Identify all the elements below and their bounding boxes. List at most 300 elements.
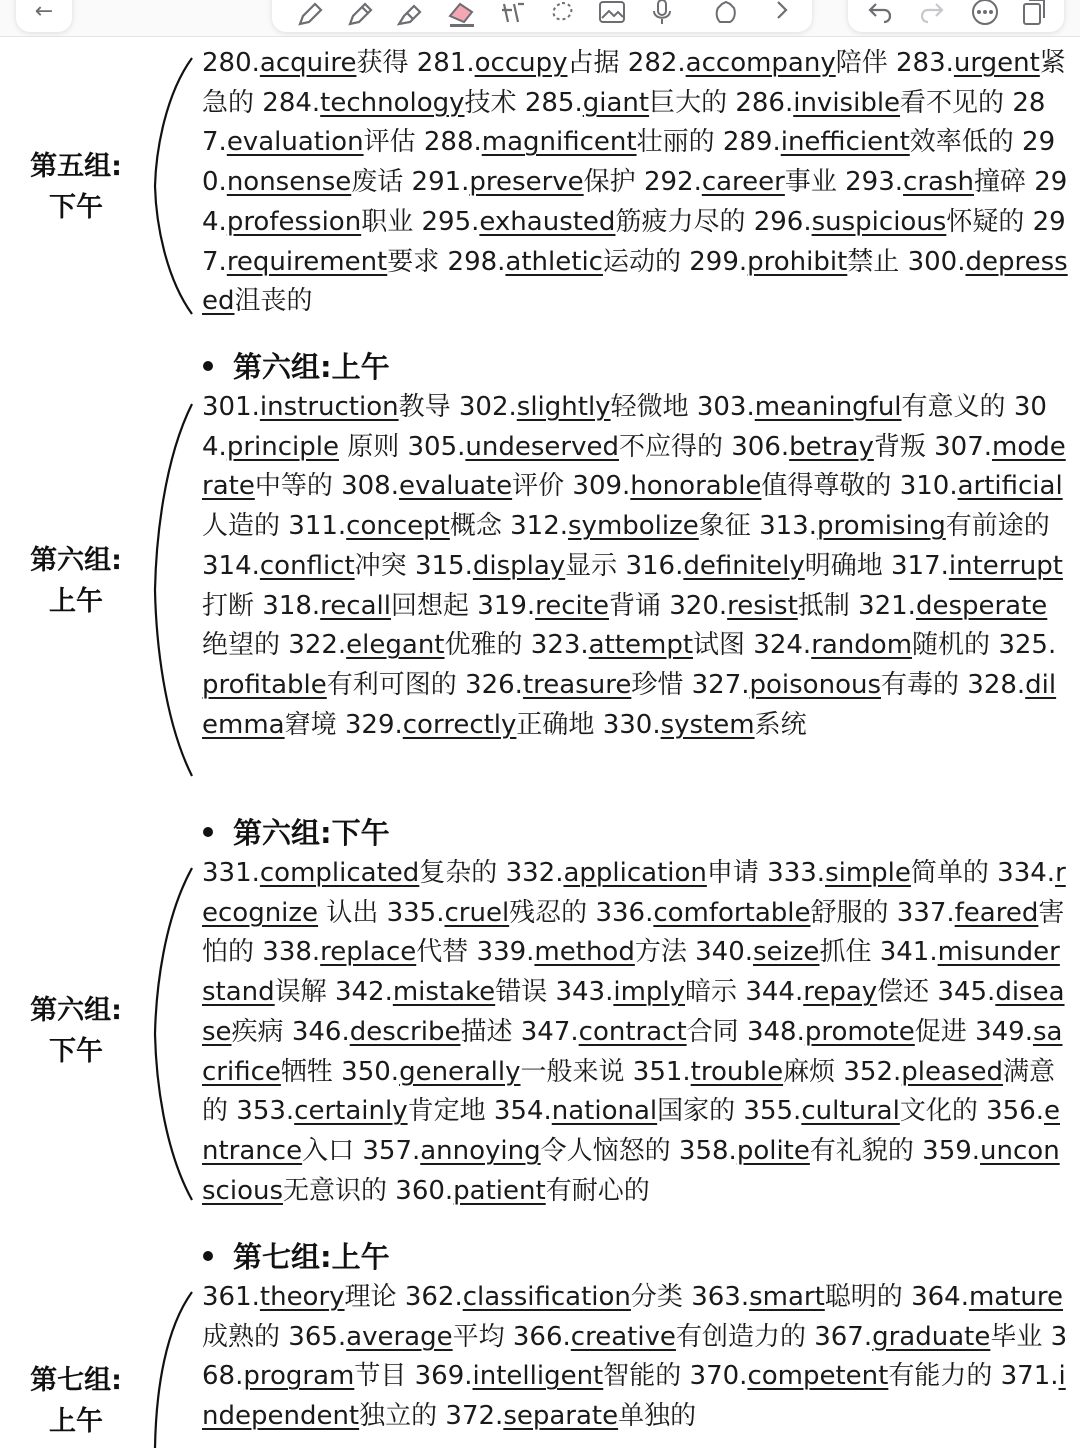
pen-icon[interactable] (296, 2, 324, 26)
english-word: interrupt (948, 550, 1063, 581)
entry-number: 340. (695, 937, 754, 968)
entry-number: 355. (743, 1096, 802, 1127)
undo-icon[interactable] (866, 0, 894, 24)
english-word: intelligent (472, 1361, 604, 1392)
entry-number: 282. (627, 48, 686, 78)
vocab-entry (415, 551, 617, 581)
chinese-meaning: 理论 (344, 1282, 397, 1312)
entry-number: 301. (202, 392, 260, 422)
english-word: nonsense (226, 167, 352, 198)
english-word: graduate (872, 1321, 991, 1352)
vocab-entry (288, 630, 522, 660)
vocab-entry (465, 670, 683, 700)
entry-number: 289. (722, 127, 781, 158)
entry-number: 369. (414, 1361, 473, 1392)
entry-number: 295. (421, 206, 480, 237)
hand-icon[interactable] (712, 0, 740, 24)
english-word: method (534, 937, 635, 968)
group-label: 第六组: 上午 (30, 545, 122, 617)
chinese-meaning: 文化的 (899, 1096, 978, 1127)
english-word: pleased (901, 1056, 1003, 1087)
entry-number: 337. (896, 897, 955, 928)
entry-number: 339. (476, 937, 535, 968)
entry-number: 348. (746, 1016, 805, 1047)
entry-number: 323. (530, 630, 589, 661)
english-word: application (563, 858, 707, 888)
entry-number: 281. (416, 48, 475, 78)
entry-number: 308. (341, 471, 399, 502)
english-word: magnificent (481, 127, 637, 158)
entry-number: 303. (696, 392, 755, 422)
chinese-meaning: 职业 (361, 206, 414, 237)
entry-number: 351. (632, 1056, 691, 1087)
english-word: competent (747, 1361, 889, 1392)
english-word: technology (320, 87, 465, 118)
english-word: slightly (516, 392, 611, 422)
entry-number: 363. (691, 1282, 750, 1312)
entry-number: 331. (202, 858, 260, 888)
entry-number: 313. (759, 511, 817, 542)
english-word: cultural (801, 1096, 900, 1127)
chinese-meaning: 禁止 (847, 246, 900, 277)
entry-number: 307. (934, 431, 992, 462)
chinese-meaning: 回想起 (390, 590, 469, 621)
entry-number: 318. (262, 590, 321, 621)
chinese-meaning: 无意识的 (283, 1175, 388, 1206)
chinese-meaning: 舒服的 (810, 897, 889, 928)
english-word: artificial (957, 471, 1063, 502)
entry-number: 292. (643, 167, 702, 198)
vocab-entry (445, 1401, 696, 1431)
entry-number: 329. (344, 709, 403, 740)
chinese-meaning: 一般来说 (520, 1056, 625, 1087)
chinese-meaning: 窘境 (284, 709, 337, 740)
word-list (202, 388, 1070, 745)
english-word: treasure (522, 669, 632, 700)
vocab-entry (288, 511, 502, 541)
chinese-meaning: 促进 (914, 1016, 967, 1047)
chinese-meaning: 概念 (449, 511, 502, 542)
vocab-entry (689, 247, 899, 277)
vocab-entry (477, 591, 661, 621)
english-word: occupy (474, 48, 568, 78)
vocab-entry (236, 1096, 485, 1126)
chinese-meaning: 国家的 (657, 1096, 736, 1127)
vocab-entry (494, 1096, 735, 1126)
vocab-entry (288, 1322, 504, 1352)
english-word: moderate (202, 431, 1066, 502)
english-word: entrance (202, 1096, 1060, 1166)
vocab-entry (412, 167, 636, 197)
entry-number: 356. (986, 1096, 1044, 1127)
right-tools (848, 0, 1064, 32)
vocab-entry (692, 670, 959, 700)
chinese-meaning: 疾病 (231, 1016, 284, 1047)
english-word: acquire (259, 48, 357, 78)
english-word: average (346, 1321, 453, 1352)
english-word: generally (399, 1056, 521, 1087)
vocab-entry (395, 1176, 649, 1206)
chinese-meaning: 智能的 (603, 1361, 682, 1392)
chinese-meaning: 随机的 (912, 630, 991, 661)
entry-number: 302. (458, 392, 517, 422)
section-heading: 第六组:上午 (203, 347, 390, 387)
entry-number: 296. (753, 206, 812, 237)
chinese-meaning: 有利可图的 (326, 669, 457, 700)
chinese-meaning: 平均 (452, 1321, 505, 1352)
chinese-meaning: 有前途的 (945, 511, 1050, 542)
vocab-entry (202, 1282, 397, 1312)
entry-number: 317. (891, 550, 949, 581)
chinese-meaning: 抵制 (797, 590, 850, 621)
redo-icon[interactable] (918, 0, 946, 24)
entry-number: 316. (625, 550, 684, 581)
chinese-meaning: 麻烦 (783, 1056, 836, 1087)
entry-number: 341. (879, 937, 938, 968)
english-word: seize (753, 937, 820, 968)
chinese-meaning: 误解 (274, 977, 327, 1008)
vocab-entry (521, 1017, 739, 1047)
english-word: dilemma (202, 669, 1057, 740)
english-word: preserve (469, 167, 584, 198)
entry-number: 366. (512, 1321, 571, 1352)
english-word: prohibit (747, 246, 848, 277)
vocab-entry (341, 1057, 624, 1087)
vocab-entry (202, 392, 451, 422)
chinese-meaning: 代替 (416, 937, 469, 968)
chinese-meaning: 有耐心的 (545, 1175, 650, 1206)
vocab-entry (448, 247, 681, 277)
english-word: polite (736, 1135, 810, 1166)
entry-number: 325. (998, 630, 1057, 661)
chinese-meaning: 成熟的 (202, 1321, 281, 1352)
english-word: comfortable (653, 897, 811, 928)
entry-number: 350. (341, 1056, 400, 1087)
chinese-meaning: 原则 (338, 431, 400, 462)
entry-number: 367. (814, 1321, 873, 1352)
english-word: undeserved (465, 431, 619, 462)
vocab-entry (531, 630, 745, 660)
english-word: disease (202, 977, 1065, 1047)
vocab-entry (743, 1096, 977, 1126)
entry-number: 354. (493, 1096, 552, 1127)
english-word: profitable (202, 669, 327, 700)
chinese-meaning: 象征 (698, 511, 751, 542)
chinese-meaning: 简单的 (910, 858, 989, 888)
chinese-meaning: 效率低的 (909, 127, 1014, 158)
group-label: 第六组: 下午 (30, 995, 122, 1067)
chinese-meaning: 评估 (363, 127, 416, 158)
tool-palette (272, 0, 812, 32)
vocab-entry (603, 710, 807, 740)
back-button[interactable] (16, 0, 72, 32)
english-word: resist (727, 590, 798, 621)
word-list (202, 1278, 1070, 1437)
chinese-meaning: 残忍的 (509, 897, 588, 928)
vocab-entry (262, 88, 516, 118)
vocab-entry (633, 1057, 835, 1087)
chinese-meaning: 复杂的 (419, 858, 498, 888)
chinese-meaning: 有意义的 (901, 392, 1006, 422)
english-word: desperate (915, 590, 1048, 621)
bullet-icon (203, 1251, 213, 1261)
vocab-entry (405, 1282, 683, 1312)
english-word: conflict (259, 550, 355, 581)
chinese-meaning: 入口 (302, 1135, 355, 1166)
chinese-meaning: 轻微地 (610, 392, 689, 422)
chinese-meaning: 背叛 (873, 431, 926, 462)
entry-number: 357. (362, 1135, 421, 1166)
chinese-meaning: 害怕的 (202, 897, 1065, 968)
english-word: urgent (953, 48, 1040, 78)
entry-number: 322. (288, 630, 347, 661)
chinese-meaning: 巨大的 (649, 87, 728, 118)
chinese-meaning: 值得尊敬的 (761, 471, 892, 502)
vocab-entry (335, 977, 547, 1007)
entry-number: 310. (899, 471, 958, 502)
english-word: promote (804, 1016, 915, 1047)
chinese-meaning: 人造的 (202, 511, 281, 542)
vocab-entry (555, 977, 737, 1007)
chinese-meaning: 要求 (387, 246, 440, 277)
entry-number: 353. (236, 1096, 295, 1127)
chinese-meaning: 撞碎 (973, 167, 1026, 198)
chinese-meaning: 壮丽的 (636, 127, 715, 158)
entry-number: 320. (669, 590, 728, 621)
chinese-meaning: 背诵 (608, 590, 661, 621)
chinese-meaning: 沮丧的 (234, 286, 313, 317)
english-word: describe (349, 1016, 461, 1047)
entry-number: 352. (843, 1056, 902, 1087)
entry-number: 287. (202, 87, 1046, 158)
chinese-meaning: 怀疑的 (946, 206, 1025, 237)
entry-number: 326. (465, 669, 523, 700)
vocab-entry (691, 1282, 903, 1312)
vocab-entry (415, 1361, 682, 1391)
entry-number: 365. (288, 1321, 347, 1352)
entry-number: 368. (202, 1321, 1068, 1392)
bullet-icon (203, 361, 213, 371)
english-word: depressed (202, 246, 1068, 317)
chevron-right-icon[interactable] (768, 0, 796, 22)
section-heading: 第六组:下午 (203, 813, 390, 853)
brace (148, 864, 198, 1204)
entry-number: 335. (386, 897, 445, 928)
entry-number: 362. (404, 1282, 463, 1312)
english-word: accompany (685, 48, 836, 78)
chinese-meaning: 有礼貌的 (809, 1135, 914, 1166)
lasso-icon[interactable] (548, 0, 576, 24)
english-word: imply (613, 977, 686, 1008)
section-heading: 第七组:上午 (203, 1237, 390, 1277)
english-word: patient (453, 1175, 546, 1206)
english-word: invisible (793, 87, 901, 118)
pages-icon[interactable] (1020, 0, 1048, 22)
vocab-entry (695, 937, 871, 967)
chinese-meaning: 正确地 (516, 709, 595, 740)
english-word: correctly (402, 709, 517, 740)
chinese-meaning: 有毒的 (881, 669, 960, 700)
marker-icon[interactable] (396, 2, 424, 26)
english-word: requirement (226, 246, 388, 277)
entry-number: 284. (262, 87, 321, 118)
chinese-meaning: 肯定地 (407, 1096, 486, 1127)
english-word: certainly (294, 1096, 408, 1127)
entry-number: 294. (202, 167, 1068, 237)
entry-number: 371. (1000, 1361, 1059, 1392)
chinese-meaning: 评价 (512, 471, 565, 502)
chinese-meaning: 偿还 (877, 977, 930, 1008)
english-word: theory (259, 1282, 345, 1312)
chinese-meaning: 珍惜 (631, 669, 684, 700)
vocab-entry (202, 858, 497, 888)
brace (148, 54, 198, 318)
chinese-meaning: 分类 (630, 1282, 683, 1312)
chinese-meaning: 方法 (634, 937, 687, 968)
entry-number: 370. (689, 1361, 748, 1392)
chinese-meaning: 中等的 (254, 471, 333, 502)
entry-number: 311. (288, 511, 347, 542)
chinese-meaning: 废话 (351, 167, 404, 198)
vocab-entry (747, 1017, 967, 1047)
english-word: evaluation (226, 127, 364, 158)
microphone-icon[interactable] (648, 0, 676, 24)
toolbar (0, 0, 1080, 37)
english-word: system (660, 709, 755, 740)
brace (148, 1288, 198, 1448)
chinese-meaning: 运动的 (602, 246, 681, 277)
english-word: instruction (259, 392, 399, 422)
english-word: creative (570, 1321, 676, 1352)
chinese-meaning: 绝望的 (202, 630, 281, 661)
chinese-meaning: 合同 (686, 1016, 739, 1047)
bullet-icon (203, 827, 213, 837)
english-word: concept (346, 511, 450, 542)
vocab-entry (417, 48, 620, 78)
entry-number: 299. (689, 246, 748, 277)
english-word: definitely (683, 550, 805, 581)
chinese-meaning: 试图 (693, 630, 746, 661)
entry-number: 290. (202, 127, 1056, 198)
english-word: independent (202, 1361, 1066, 1432)
vocab-entry (572, 471, 891, 501)
english-word: suspicious (811, 206, 947, 237)
pencil-icon[interactable] (346, 2, 374, 26)
chinese-meaning: 优雅的 (444, 630, 523, 661)
vocab-entry (759, 511, 1050, 541)
vocab-entry (341, 471, 564, 501)
vocab-entry (292, 1017, 513, 1047)
english-word: separate (503, 1401, 619, 1432)
group-label: 第五组: 下午 (30, 151, 122, 223)
vocab-entry (506, 858, 759, 888)
entry-number: 342. (334, 977, 393, 1008)
entry-number: 285. (524, 87, 583, 118)
english-word: poisonous (749, 669, 881, 700)
english-word: recall (320, 590, 391, 621)
group-label: 第七组: 上午 (30, 1365, 122, 1437)
vocab-entry (814, 1322, 1042, 1352)
entry-number: 314. (202, 550, 260, 581)
entry-number: 330. (602, 709, 661, 740)
vocab-entry (477, 937, 687, 967)
vocab-entry (767, 858, 989, 888)
entry-number: 364. (911, 1282, 969, 1312)
vocab-entry (362, 1136, 670, 1166)
english-word: symbolize (568, 511, 699, 542)
vocab-entry (723, 127, 1014, 157)
english-word: elegant (346, 630, 445, 661)
vocab-entry (625, 551, 882, 581)
chinese-meaning: 有能力的 (888, 1361, 993, 1392)
word-list (202, 854, 1070, 1211)
entry-number: 336. (595, 897, 654, 928)
eraser-icon[interactable] (446, 0, 474, 24)
english-word: exhausted (479, 206, 616, 237)
english-word: evaluate (398, 471, 513, 502)
vocab-entry (644, 167, 837, 197)
image-icon[interactable] (598, 0, 626, 24)
entry-number: 312. (510, 511, 569, 542)
more-icon[interactable] (970, 0, 998, 22)
entry-number: 283. (896, 48, 954, 78)
text-tool-icon[interactable] (498, 0, 526, 24)
english-word: sacrifice (202, 1016, 1063, 1087)
english-word: honorable (630, 471, 762, 502)
english-word: unconscious (202, 1135, 1060, 1206)
chinese-meaning: 满意的 (202, 1056, 1055, 1127)
english-word: recite (535, 590, 609, 621)
entry-number: 347. (520, 1016, 579, 1047)
vocab-entry (525, 88, 727, 118)
english-word: smart (749, 1282, 825, 1312)
chinese-meaning: 聪明的 (824, 1282, 903, 1312)
chinese-meaning: 占据 (567, 48, 620, 78)
chinese-meaning: 申请 (706, 858, 759, 888)
chinese-meaning: 抓住 (819, 937, 872, 968)
vocab-entry (459, 392, 689, 422)
chinese-meaning: 令人恼怒的 (540, 1135, 671, 1166)
vocab-entry (628, 48, 888, 78)
vocab-entry (595, 898, 888, 928)
entry-number: 297. (202, 206, 1066, 277)
vocab-entry (202, 48, 408, 78)
chinese-meaning: 获得 (356, 48, 409, 78)
entry-number: 338. (262, 937, 321, 968)
vocab-entry (731, 432, 926, 462)
vocab-entry (262, 937, 468, 967)
chinese-meaning: 毕业 (990, 1321, 1043, 1352)
english-word: mistake (392, 977, 496, 1008)
chinese-meaning: 系统 (754, 709, 807, 740)
vocab-entry (262, 591, 469, 621)
entry-number: 344. (745, 977, 804, 1008)
english-word: crash (903, 167, 974, 198)
vocab-entry (697, 392, 1006, 422)
english-word: betray (789, 431, 874, 462)
entry-number: 328. (967, 669, 1026, 700)
chinese-meaning: 保护 (583, 167, 636, 198)
vocab-entry (745, 977, 929, 1007)
vocab-entry (845, 167, 1026, 197)
english-word: misunderstand (202, 937, 1060, 1008)
entry-number: 306. (731, 431, 790, 462)
chinese-meaning: 明确地 (804, 550, 883, 581)
chinese-meaning: 陪伴 (835, 48, 888, 78)
vocab-entry (510, 511, 751, 541)
vocab-entry (679, 1136, 914, 1166)
vocab-entry (387, 898, 588, 928)
